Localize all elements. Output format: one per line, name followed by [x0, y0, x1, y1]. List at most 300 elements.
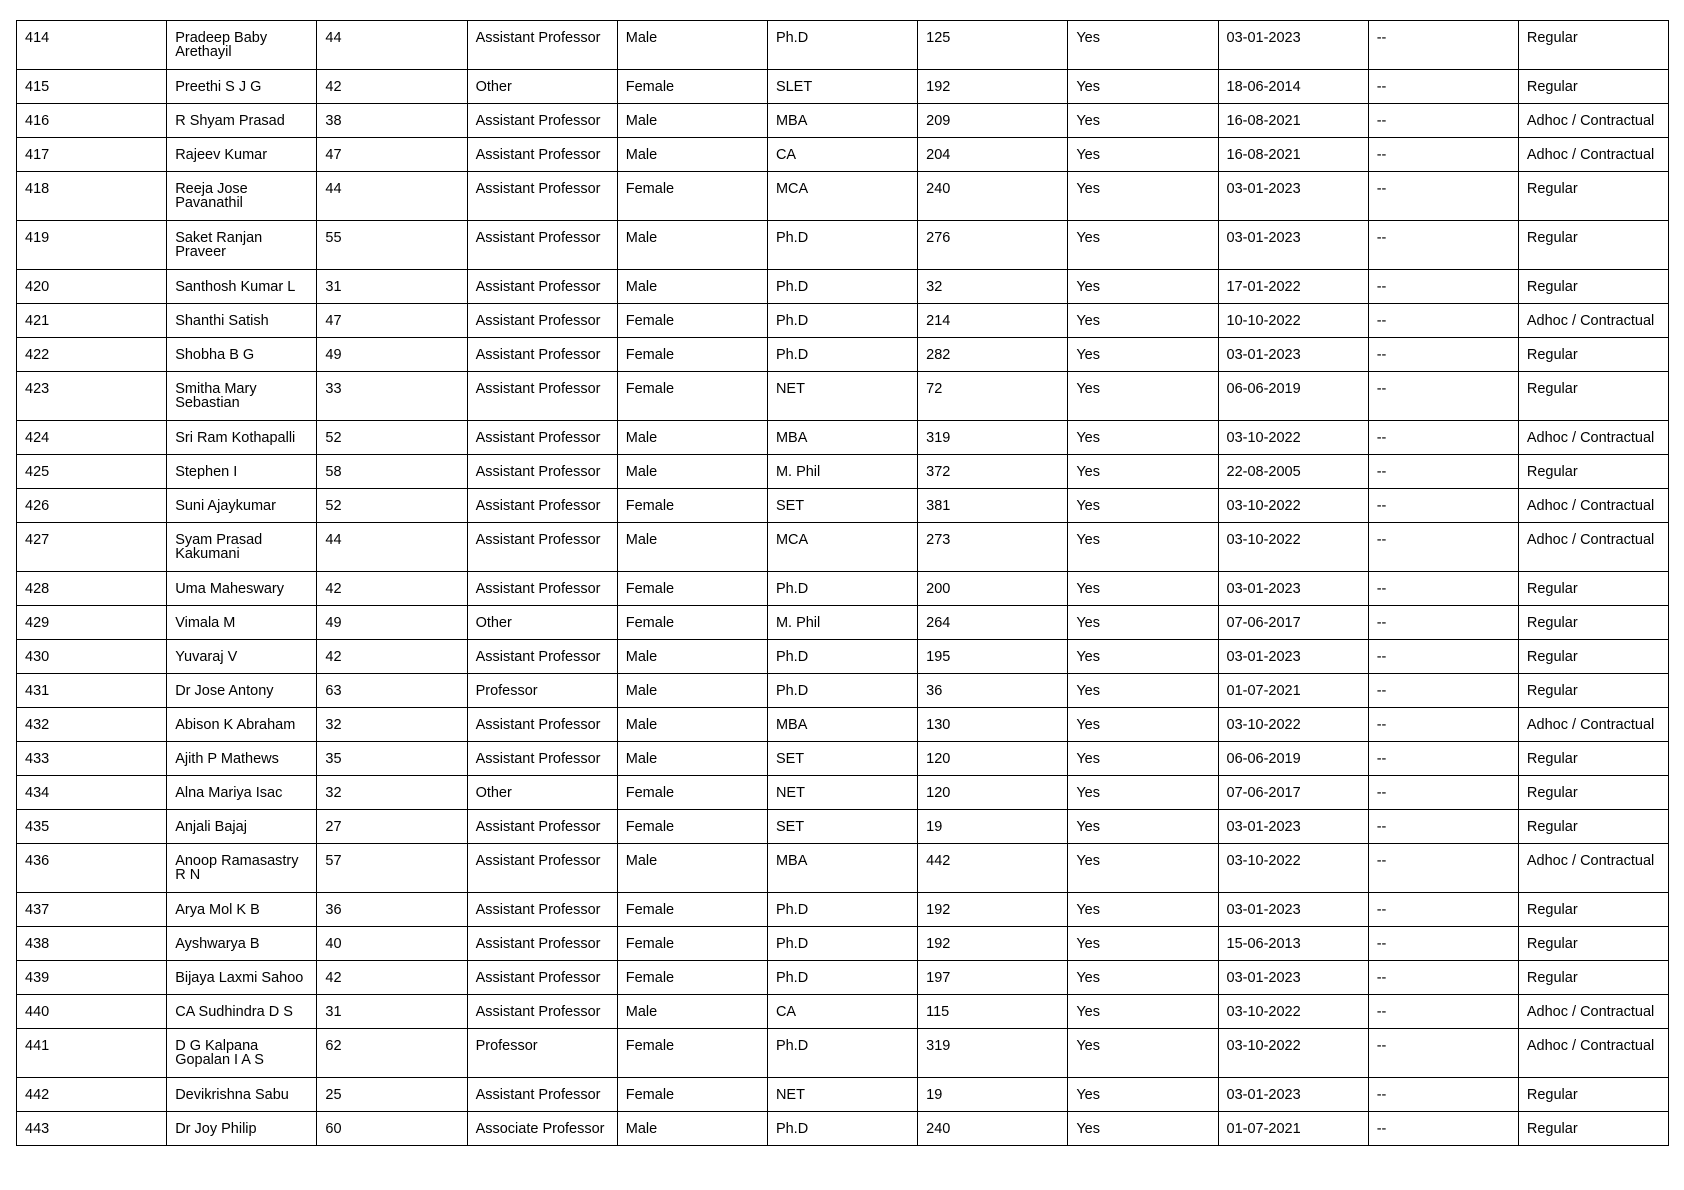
cell-leaving-date: -- — [1368, 1078, 1518, 1112]
cell-gender: Female — [617, 961, 767, 995]
cell-qualification: MCA — [767, 172, 917, 221]
cell-appointment-type: Adhoc / Contractual — [1518, 995, 1668, 1029]
cell-gender: Female — [617, 172, 767, 221]
cell-joining-date: 16-08-2021 — [1218, 104, 1368, 138]
cell-joining-date: 03-01-2023 — [1218, 1078, 1368, 1112]
cell-appointment-type: Adhoc / Contractual — [1518, 844, 1668, 893]
cell-name: Ayshwarya B — [167, 927, 317, 961]
cell-full-time: Yes — [1068, 172, 1218, 221]
cell-full-time: Yes — [1068, 961, 1218, 995]
cell-experience: 120 — [918, 776, 1068, 810]
cell-age: 32 — [317, 776, 467, 810]
cell-qualification: Ph.D — [767, 1029, 917, 1078]
cell-designation: Assistant Professor — [467, 995, 617, 1029]
cell-experience: 214 — [918, 304, 1068, 338]
table-row — [17, 708, 1669, 742]
cell-name: Anjali Bajaj — [167, 810, 317, 844]
cell-experience: 372 — [918, 455, 1068, 489]
cell-designation: Associate Professor — [467, 1112, 617, 1146]
cell-gender: Female — [617, 1029, 767, 1078]
cell-designation: Assistant Professor — [467, 844, 617, 893]
cell-full-time: Yes — [1068, 742, 1218, 776]
cell-joining-date: 07-06-2017 — [1218, 606, 1368, 640]
cell-experience: 32 — [918, 270, 1068, 304]
cell-name: D G Kalpana Gopalan I A S — [167, 1029, 317, 1078]
cell-serial: 423 — [17, 372, 167, 421]
cell-designation: Assistant Professor — [467, 221, 617, 270]
cell-name: CA Sudhindra D S — [167, 995, 317, 1029]
table-row — [17, 776, 1669, 810]
cell-leaving-date: -- — [1368, 523, 1518, 572]
cell-gender: Female — [617, 372, 767, 421]
cell-full-time: Yes — [1068, 927, 1218, 961]
table-row — [17, 489, 1669, 523]
cell-joining-date: 03-01-2023 — [1218, 221, 1368, 270]
cell-age: 52 — [317, 421, 467, 455]
cell-age: 42 — [317, 961, 467, 995]
cell-experience: 197 — [918, 961, 1068, 995]
cell-experience: 381 — [918, 489, 1068, 523]
cell-age: 49 — [317, 338, 467, 372]
cell-serial: 430 — [17, 640, 167, 674]
cell-gender: Female — [617, 572, 767, 606]
table-row — [17, 523, 1669, 572]
cell-leaving-date: -- — [1368, 606, 1518, 640]
cell-serial: 427 — [17, 523, 167, 572]
cell-full-time: Yes — [1068, 421, 1218, 455]
cell-appointment-type: Regular — [1518, 1112, 1668, 1146]
cell-leaving-date: -- — [1368, 742, 1518, 776]
cell-name: Abison K Abraham — [167, 708, 317, 742]
cell-gender: Male — [617, 674, 767, 708]
cell-appointment-type: Regular — [1518, 674, 1668, 708]
cell-leaving-date: -- — [1368, 489, 1518, 523]
cell-qualification: CA — [767, 995, 917, 1029]
cell-designation: Other — [467, 776, 617, 810]
cell-qualification: MCA — [767, 523, 917, 572]
cell-appointment-type: Adhoc / Contractual — [1518, 421, 1668, 455]
cell-name: Ajith P Mathews — [167, 742, 317, 776]
cell-experience: 195 — [918, 640, 1068, 674]
cell-full-time: Yes — [1068, 338, 1218, 372]
cell-qualification: Ph.D — [767, 927, 917, 961]
cell-designation: Assistant Professor — [467, 338, 617, 372]
table-row — [17, 270, 1669, 304]
cell-gender: Female — [617, 70, 767, 104]
cell-qualification: SET — [767, 810, 917, 844]
cell-full-time: Yes — [1068, 138, 1218, 172]
cell-serial: 432 — [17, 708, 167, 742]
cell-full-time: Yes — [1068, 221, 1218, 270]
cell-serial: 422 — [17, 338, 167, 372]
cell-designation: Assistant Professor — [467, 572, 617, 606]
cell-age: 35 — [317, 742, 467, 776]
cell-experience: 200 — [918, 572, 1068, 606]
cell-name: Dr Jose Antony — [167, 674, 317, 708]
cell-name: Smitha Mary Sebastian — [167, 372, 317, 421]
cell-qualification: NET — [767, 1078, 917, 1112]
table-row — [17, 172, 1669, 221]
cell-age: 63 — [317, 674, 467, 708]
cell-leaving-date: -- — [1368, 138, 1518, 172]
cell-name: Preethi S J G — [167, 70, 317, 104]
cell-gender: Male — [617, 1112, 767, 1146]
cell-experience: 130 — [918, 708, 1068, 742]
cell-name: Arya Mol K B — [167, 893, 317, 927]
cell-designation: Assistant Professor — [467, 455, 617, 489]
cell-appointment-type: Regular — [1518, 1078, 1668, 1112]
cell-age: 31 — [317, 995, 467, 1029]
cell-designation: Assistant Professor — [467, 810, 617, 844]
cell-name: Shanthi Satish — [167, 304, 317, 338]
cell-experience: 72 — [918, 372, 1068, 421]
cell-leaving-date: -- — [1368, 270, 1518, 304]
cell-name: R Shyam Prasad — [167, 104, 317, 138]
cell-full-time: Yes — [1068, 640, 1218, 674]
cell-joining-date: 03-01-2023 — [1218, 810, 1368, 844]
cell-leaving-date: -- — [1368, 70, 1518, 104]
cell-name: Shobha B G — [167, 338, 317, 372]
cell-full-time: Yes — [1068, 844, 1218, 893]
cell-age: 58 — [317, 455, 467, 489]
cell-qualification: Ph.D — [767, 572, 917, 606]
cell-age: 44 — [317, 172, 467, 221]
cell-full-time: Yes — [1068, 893, 1218, 927]
cell-serial: 425 — [17, 455, 167, 489]
faculty-table — [16, 20, 1669, 1146]
cell-leaving-date: -- — [1368, 572, 1518, 606]
cell-appointment-type: Regular — [1518, 338, 1668, 372]
cell-appointment-type: Regular — [1518, 270, 1668, 304]
cell-gender: Male — [617, 995, 767, 1029]
cell-qualification: Ph.D — [767, 338, 917, 372]
table-row — [17, 742, 1669, 776]
cell-name: Alna Mariya Isac — [167, 776, 317, 810]
cell-joining-date: 03-01-2023 — [1218, 893, 1368, 927]
cell-joining-date: 03-01-2023 — [1218, 338, 1368, 372]
cell-joining-date: 03-10-2022 — [1218, 844, 1368, 893]
cell-gender: Male — [617, 708, 767, 742]
cell-leaving-date: -- — [1368, 844, 1518, 893]
cell-age: 42 — [317, 70, 467, 104]
cell-leaving-date: -- — [1368, 421, 1518, 455]
cell-appointment-type: Adhoc / Contractual — [1518, 1029, 1668, 1078]
cell-name: Rajeev Kumar — [167, 138, 317, 172]
cell-joining-date: 03-01-2023 — [1218, 961, 1368, 995]
cell-experience: 282 — [918, 338, 1068, 372]
cell-leaving-date: -- — [1368, 338, 1518, 372]
cell-designation: Other — [467, 70, 617, 104]
cell-joining-date: 01-07-2021 — [1218, 1112, 1368, 1146]
cell-qualification: Ph.D — [767, 21, 917, 70]
cell-appointment-type: Adhoc / Contractual — [1518, 708, 1668, 742]
cell-qualification: NET — [767, 372, 917, 421]
cell-qualification: MBA — [767, 104, 917, 138]
cell-designation: Assistant Professor — [467, 421, 617, 455]
cell-experience: 273 — [918, 523, 1068, 572]
cell-joining-date: 06-06-2019 — [1218, 742, 1368, 776]
cell-designation: Assistant Professor — [467, 961, 617, 995]
cell-age: 32 — [317, 708, 467, 742]
cell-serial: 442 — [17, 1078, 167, 1112]
cell-name: Devikrishna Sabu — [167, 1078, 317, 1112]
cell-designation: Assistant Professor — [467, 372, 617, 421]
table-row — [17, 1112, 1669, 1146]
cell-serial: 443 — [17, 1112, 167, 1146]
cell-qualification: SET — [767, 489, 917, 523]
cell-appointment-type: Regular — [1518, 70, 1668, 104]
cell-full-time: Yes — [1068, 1029, 1218, 1078]
cell-full-time: Yes — [1068, 776, 1218, 810]
cell-full-time: Yes — [1068, 104, 1218, 138]
cell-qualification: Ph.D — [767, 674, 917, 708]
table-row — [17, 304, 1669, 338]
cell-serial: 414 — [17, 21, 167, 70]
cell-appointment-type: Adhoc / Contractual — [1518, 523, 1668, 572]
cell-experience: 264 — [918, 606, 1068, 640]
table-row — [17, 606, 1669, 640]
cell-serial: 424 — [17, 421, 167, 455]
table-row — [17, 893, 1669, 927]
cell-leaving-date: -- — [1368, 172, 1518, 221]
cell-age: 44 — [317, 21, 467, 70]
table-row — [17, 927, 1669, 961]
cell-serial: 433 — [17, 742, 167, 776]
cell-experience: 240 — [918, 172, 1068, 221]
cell-full-time: Yes — [1068, 70, 1218, 104]
cell-experience: 120 — [918, 742, 1068, 776]
cell-appointment-type: Regular — [1518, 640, 1668, 674]
cell-qualification: Ph.D — [767, 640, 917, 674]
cell-full-time: Yes — [1068, 1112, 1218, 1146]
cell-leaving-date: -- — [1368, 776, 1518, 810]
cell-name: Anoop Ramasastry R N — [167, 844, 317, 893]
cell-experience: 115 — [918, 995, 1068, 1029]
cell-gender: Male — [617, 104, 767, 138]
cell-appointment-type: Regular — [1518, 927, 1668, 961]
cell-experience: 442 — [918, 844, 1068, 893]
cell-joining-date: 03-10-2022 — [1218, 995, 1368, 1029]
cell-designation: Assistant Professor — [467, 304, 617, 338]
cell-gender: Female — [617, 489, 767, 523]
cell-serial: 431 — [17, 674, 167, 708]
cell-age: 49 — [317, 606, 467, 640]
cell-joining-date: 18-06-2014 — [1218, 70, 1368, 104]
cell-qualification: NET — [767, 776, 917, 810]
table-row — [17, 70, 1669, 104]
cell-experience: 192 — [918, 927, 1068, 961]
cell-qualification: MBA — [767, 708, 917, 742]
cell-designation: Assistant Professor — [467, 138, 617, 172]
cell-gender: Female — [617, 810, 767, 844]
cell-leaving-date: -- — [1368, 674, 1518, 708]
cell-full-time: Yes — [1068, 21, 1218, 70]
cell-experience: 240 — [918, 1112, 1068, 1146]
cell-gender: Female — [617, 1078, 767, 1112]
cell-full-time: Yes — [1068, 523, 1218, 572]
cell-full-time: Yes — [1068, 270, 1218, 304]
cell-designation: Assistant Professor — [467, 523, 617, 572]
cell-full-time: Yes — [1068, 372, 1218, 421]
table-row — [17, 1078, 1669, 1112]
cell-serial: 426 — [17, 489, 167, 523]
cell-name: Stephen I — [167, 455, 317, 489]
cell-qualification: Ph.D — [767, 961, 917, 995]
cell-designation: Assistant Professor — [467, 21, 617, 70]
cell-leaving-date: -- — [1368, 810, 1518, 844]
cell-gender: Male — [617, 455, 767, 489]
cell-experience: 125 — [918, 21, 1068, 70]
cell-appointment-type: Regular — [1518, 21, 1668, 70]
cell-age: 42 — [317, 640, 467, 674]
table-row — [17, 138, 1669, 172]
cell-full-time: Yes — [1068, 995, 1218, 1029]
cell-name: Vimala M — [167, 606, 317, 640]
cell-leaving-date: -- — [1368, 1112, 1518, 1146]
cell-full-time: Yes — [1068, 810, 1218, 844]
cell-appointment-type: Regular — [1518, 606, 1668, 640]
cell-serial: 440 — [17, 995, 167, 1029]
cell-gender: Male — [617, 523, 767, 572]
cell-joining-date: 03-01-2023 — [1218, 21, 1368, 70]
cell-joining-date: 17-01-2022 — [1218, 270, 1368, 304]
table-row — [17, 995, 1669, 1029]
cell-age: 27 — [317, 810, 467, 844]
table-row — [17, 572, 1669, 606]
cell-qualification: Ph.D — [767, 270, 917, 304]
cell-age: 60 — [317, 1112, 467, 1146]
cell-name: Yuvaraj V — [167, 640, 317, 674]
table-row — [17, 810, 1669, 844]
cell-serial: 428 — [17, 572, 167, 606]
cell-qualification: Ph.D — [767, 1112, 917, 1146]
cell-gender: Female — [617, 893, 767, 927]
cell-appointment-type: Regular — [1518, 810, 1668, 844]
cell-qualification: M. Phil — [767, 455, 917, 489]
cell-appointment-type: Regular — [1518, 172, 1668, 221]
cell-experience: 36 — [918, 674, 1068, 708]
cell-age: 31 — [317, 270, 467, 304]
cell-appointment-type: Adhoc / Contractual — [1518, 304, 1668, 338]
cell-name: Pradeep Baby Arethayil — [167, 21, 317, 70]
cell-serial: 436 — [17, 844, 167, 893]
cell-joining-date: 03-01-2023 — [1218, 172, 1368, 221]
cell-gender: Male — [617, 742, 767, 776]
cell-age: 47 — [317, 138, 467, 172]
cell-joining-date: 22-08-2005 — [1218, 455, 1368, 489]
cell-joining-date: 03-10-2022 — [1218, 1029, 1368, 1078]
cell-leaving-date: -- — [1368, 455, 1518, 489]
cell-full-time: Yes — [1068, 1078, 1218, 1112]
cell-designation: Other — [467, 606, 617, 640]
cell-designation: Assistant Professor — [467, 1078, 617, 1112]
cell-designation: Assistant Professor — [467, 270, 617, 304]
cell-gender: Female — [617, 776, 767, 810]
cell-gender: Male — [617, 844, 767, 893]
cell-age: 47 — [317, 304, 467, 338]
cell-name: Dr Joy Philip — [167, 1112, 317, 1146]
cell-gender: Male — [617, 221, 767, 270]
cell-serial: 438 — [17, 927, 167, 961]
cell-leaving-date: -- — [1368, 372, 1518, 421]
cell-serial: 420 — [17, 270, 167, 304]
cell-age: 52 — [317, 489, 467, 523]
cell-designation: Assistant Professor — [467, 640, 617, 674]
cell-age: 42 — [317, 572, 467, 606]
cell-joining-date: 03-01-2023 — [1218, 640, 1368, 674]
cell-appointment-type: Regular — [1518, 455, 1668, 489]
cell-designation: Assistant Professor — [467, 927, 617, 961]
cell-age: 36 — [317, 893, 467, 927]
cell-leaving-date: -- — [1368, 1029, 1518, 1078]
cell-joining-date: 03-10-2022 — [1218, 523, 1368, 572]
cell-appointment-type: Adhoc / Contractual — [1518, 138, 1668, 172]
table-row — [17, 674, 1669, 708]
table-row — [17, 21, 1669, 70]
cell-gender: Male — [617, 421, 767, 455]
cell-serial: 416 — [17, 104, 167, 138]
cell-joining-date: 07-06-2017 — [1218, 776, 1368, 810]
cell-name: Syam Prasad Kakumani — [167, 523, 317, 572]
cell-experience: 276 — [918, 221, 1068, 270]
cell-name: Sri Ram Kothapalli — [167, 421, 317, 455]
cell-full-time: Yes — [1068, 708, 1218, 742]
cell-serial: 418 — [17, 172, 167, 221]
cell-designation: Assistant Professor — [467, 742, 617, 776]
cell-qualification: MBA — [767, 421, 917, 455]
cell-experience: 192 — [918, 893, 1068, 927]
cell-experience: 19 — [918, 810, 1068, 844]
cell-joining-date: 03-01-2023 — [1218, 572, 1368, 606]
cell-age: 44 — [317, 523, 467, 572]
cell-leaving-date: -- — [1368, 708, 1518, 742]
cell-leaving-date: -- — [1368, 961, 1518, 995]
cell-appointment-type: Regular — [1518, 776, 1668, 810]
table-row — [17, 338, 1669, 372]
cell-full-time: Yes — [1068, 304, 1218, 338]
cell-age: 55 — [317, 221, 467, 270]
cell-age: 38 — [317, 104, 467, 138]
table-row — [17, 421, 1669, 455]
cell-experience: 192 — [918, 70, 1068, 104]
cell-serial: 437 — [17, 893, 167, 927]
cell-leaving-date: -- — [1368, 221, 1518, 270]
cell-serial: 439 — [17, 961, 167, 995]
cell-experience: 209 — [918, 104, 1068, 138]
cell-experience: 19 — [918, 1078, 1068, 1112]
cell-appointment-type: Regular — [1518, 742, 1668, 776]
cell-appointment-type: Adhoc / Contractual — [1518, 104, 1668, 138]
table-row — [17, 104, 1669, 138]
cell-leaving-date: -- — [1368, 927, 1518, 961]
cell-appointment-type: Regular — [1518, 961, 1668, 995]
cell-serial: 429 — [17, 606, 167, 640]
cell-qualification: Ph.D — [767, 221, 917, 270]
cell-name: Bijaya Laxmi Sahoo — [167, 961, 317, 995]
cell-designation: Professor — [467, 1029, 617, 1078]
table-row — [17, 372, 1669, 421]
cell-age: 57 — [317, 844, 467, 893]
table-row — [17, 640, 1669, 674]
cell-serial: 417 — [17, 138, 167, 172]
cell-joining-date: 16-08-2021 — [1218, 138, 1368, 172]
cell-joining-date: 01-07-2021 — [1218, 674, 1368, 708]
cell-qualification: Ph.D — [767, 304, 917, 338]
cell-name: Reeja Jose Pavanathil — [167, 172, 317, 221]
cell-appointment-type: Regular — [1518, 893, 1668, 927]
cell-name: Saket Ranjan Praveer — [167, 221, 317, 270]
cell-full-time: Yes — [1068, 606, 1218, 640]
